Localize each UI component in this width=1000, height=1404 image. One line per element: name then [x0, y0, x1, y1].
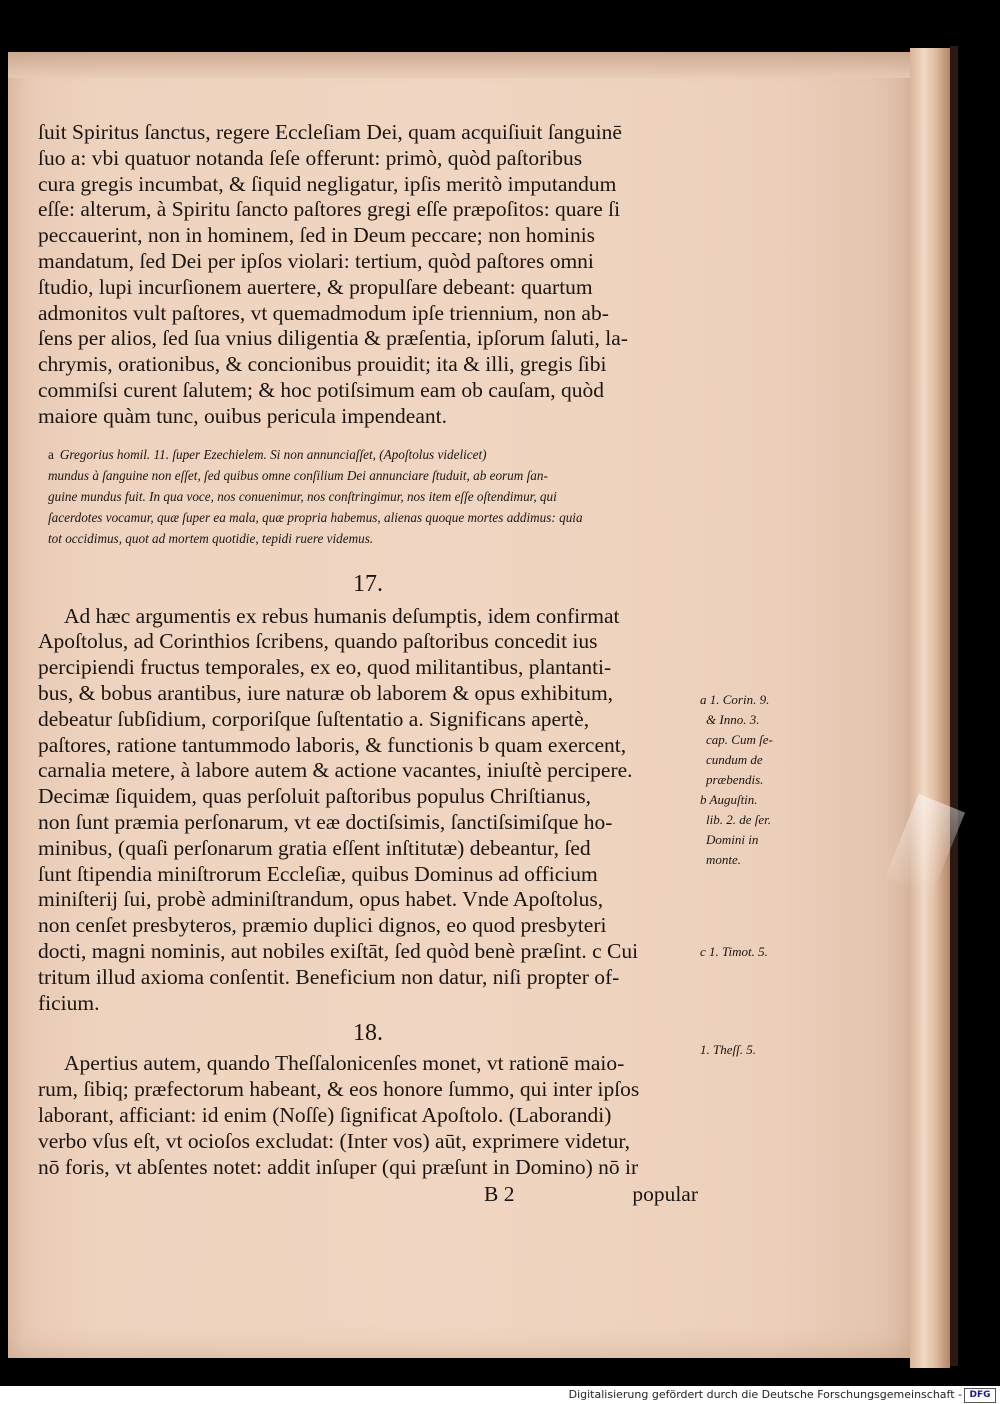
footnote-line: tot occidimus, quot ad mortem quotidie, tepidi ruere videmus. [48, 530, 374, 546]
catch-line [38, 1182, 698, 1208]
footnote-line: guine mundus fuit. In qua voce, nos conuenimur, nos conſtringimur, nos item eſſe oſtendimur, qui [48, 488, 557, 504]
page-text-block [38, 120, 698, 1208]
text-line: maiore quàm tunc, ouibus pericula impendeant. [38, 403, 447, 428]
text-line: verbo vſus eſt, vt ocioſos excludat: (Inter vos) aūt, exprimere videtur, [38, 1128, 631, 1153]
text-line: Apoſtolus, ad Corinthios ſcribens, quando paſtoribus concedit ius [38, 629, 598, 654]
footnote-mark: a [48, 446, 54, 462]
margin-note: a 1. Corin. 9. [700, 692, 770, 707]
margin-note: lib. 2. de ſer. [706, 812, 771, 827]
footnote [48, 444, 698, 549]
margin-note: cundum de [706, 752, 763, 767]
text-line: non ſunt præmia perſonarum, vt eæ doctiſsimis, ſanctiſsimiſque ho- [38, 809, 613, 834]
text-line: docti, magni nominis, aut nobiles exiſtāt, ſed quòd benè præſint. c Cui [38, 938, 639, 963]
margin-note: b Auguſtin. [700, 792, 758, 807]
text-line: admonitos vult paſtores, vt quemadmodum ipſe triennium, non ab- [38, 300, 609, 325]
text-line: non cenſet presbyteros, præmio duplici dignos, eo quod presbyteri [38, 913, 607, 938]
text-line: carnalia metere, à labore autem & actione vacantes, iniuſtè percipere. [38, 758, 633, 783]
text-line: ſtudio, lupi incurſionem auertere, & propulſare debeant: quartum [38, 274, 593, 299]
text-line: bus, & bobus arantibus, iure naturæ ob laborem & opus exhibitum, [38, 680, 614, 705]
digitization-footer [0, 1386, 1000, 1404]
text-line: Apertius autem, quando Theſſalonicenſes monet, vt rationē maio- [64, 1051, 625, 1076]
text-line: ſunt ſtipendia miniſtrorum Eccleſiæ, quibus Dominus ad officium [38, 861, 598, 886]
text-line: chrymis, orationibus, & concionibus prouidit; ita & illi, gregis ſibi [38, 352, 607, 377]
text-line: percipiendi fructus temporales, ex eo, quod militantibus, plantanti- [38, 655, 612, 680]
section-number-17: 17. [353, 570, 383, 597]
funding-credit: Digitalisierung gefördert durch die Deutsche Forschungsgemeinschaft - [568, 1388, 962, 1401]
margin-note: c 1. Timot. 5. [700, 944, 768, 959]
text-line: tritum illud axioma conſentit. Beneficium non datur, niſi propter of- [38, 964, 620, 989]
book-binding [910, 48, 950, 1368]
text-line: commiſsi curent ſalutem; & hoc potiſsimum eam ob cauſam, quòd [38, 377, 605, 402]
text-line: cura gregis incumbat, & ſiquid negligatur, ipſis meritò imputandum [38, 171, 617, 196]
paragraph-17 [38, 604, 698, 1017]
text-line: paſtores, ratione tantummodo laboris, & functionis b quam exercent, [38, 732, 627, 757]
signature-mark: B 2 [484, 1182, 515, 1207]
text-line: Decimæ ſiquidem, quas perſoluit paſtoribus populus Chriſtianus, [38, 784, 591, 809]
footnote-line: mundus à ſanguine non eſſet, ſed quibus omne conſilium Dei annunciare ſtuduit, ab eorum ſan- [48, 467, 548, 483]
binding-edge [950, 46, 958, 1366]
text-line: nō foris, vt abſentes notet: addit inſuper (qui præſunt in Domino) nō ir [38, 1154, 639, 1179]
margin-note: cap. Cum ſe- [706, 732, 773, 747]
margin-note: præbendis. [706, 772, 764, 787]
paragraph-16-continued [38, 120, 698, 430]
text-line: eſſe: alterum, à Spiritu ſancto paſtores gregi eſſe præpoſitos: quare ſi [38, 197, 621, 222]
text-line: miniſterij ſui, probè adminiſtrandum, opus habet. Vnde Apoſtolus, [38, 887, 604, 912]
margin-note: monte. [706, 852, 742, 867]
footnote-line: ſacerdotes vocamur, quæ ſuper ea mala, quæ propria habemus, alienas quoque mortes addimus: quia [48, 509, 583, 525]
margin-note: & Inno. 3. [706, 712, 760, 727]
footnote-line [48, 444, 698, 465]
text-line: peccauerint, non in hominem, ſed in Deum peccare; non hominis [38, 223, 596, 248]
text-line: mandatum, ſed Dei per ipſos violari: tertium, quòd paſtores omni [38, 248, 594, 273]
text-line: rum, ſibiq; præfectorum habeant, & eos honore ſummo, qui inter ipſos [38, 1077, 640, 1102]
section-number-18: 18. [353, 1020, 383, 1047]
text-line: minibus, (quaſi perſonarum gratia eſſent inſtitutæ) debeantur, ſed [38, 835, 591, 860]
catchword: popular [632, 1182, 698, 1207]
dfg-logo: DFG [964, 1388, 996, 1403]
page-top-edge [8, 52, 910, 78]
text-line: laborant, afficiant: id enim (Noſſe) ſignificat Apoſtolo. (Laborandi) [38, 1102, 612, 1127]
text-line: debeatur ſubſidium, corporiſque ſuſtentatio a. Significans apertè, [38, 706, 590, 731]
text-line: ſuit Spiritus ſanctus, regere Eccleſiam Dei, quam acquiſiuit ſanguinē [38, 120, 622, 144]
text-line: Ad hæc argumentis ex rebus humanis deſumptis, idem confirmat [64, 603, 620, 628]
margin-note: 1. Theſſ. 5. [700, 1042, 756, 1057]
margin-note: Domini in [706, 832, 759, 847]
text-line: ſens per alios, ſed ſua vnius diligentia & præſentia, ipſorum ſaluti, la- [38, 326, 628, 351]
paragraph-18 [38, 1051, 698, 1180]
text-line: ſuo a: vbi quatuor notanda ſeſe offerunt: primò, quòd paſtoribus [38, 145, 583, 170]
footnote-text: Gregorius homil. 11. ſuper Ezechielem. Si non annunciaſſet, (Apoſtolus videlicet) [59, 446, 487, 462]
text-line: ficium. [38, 990, 100, 1015]
